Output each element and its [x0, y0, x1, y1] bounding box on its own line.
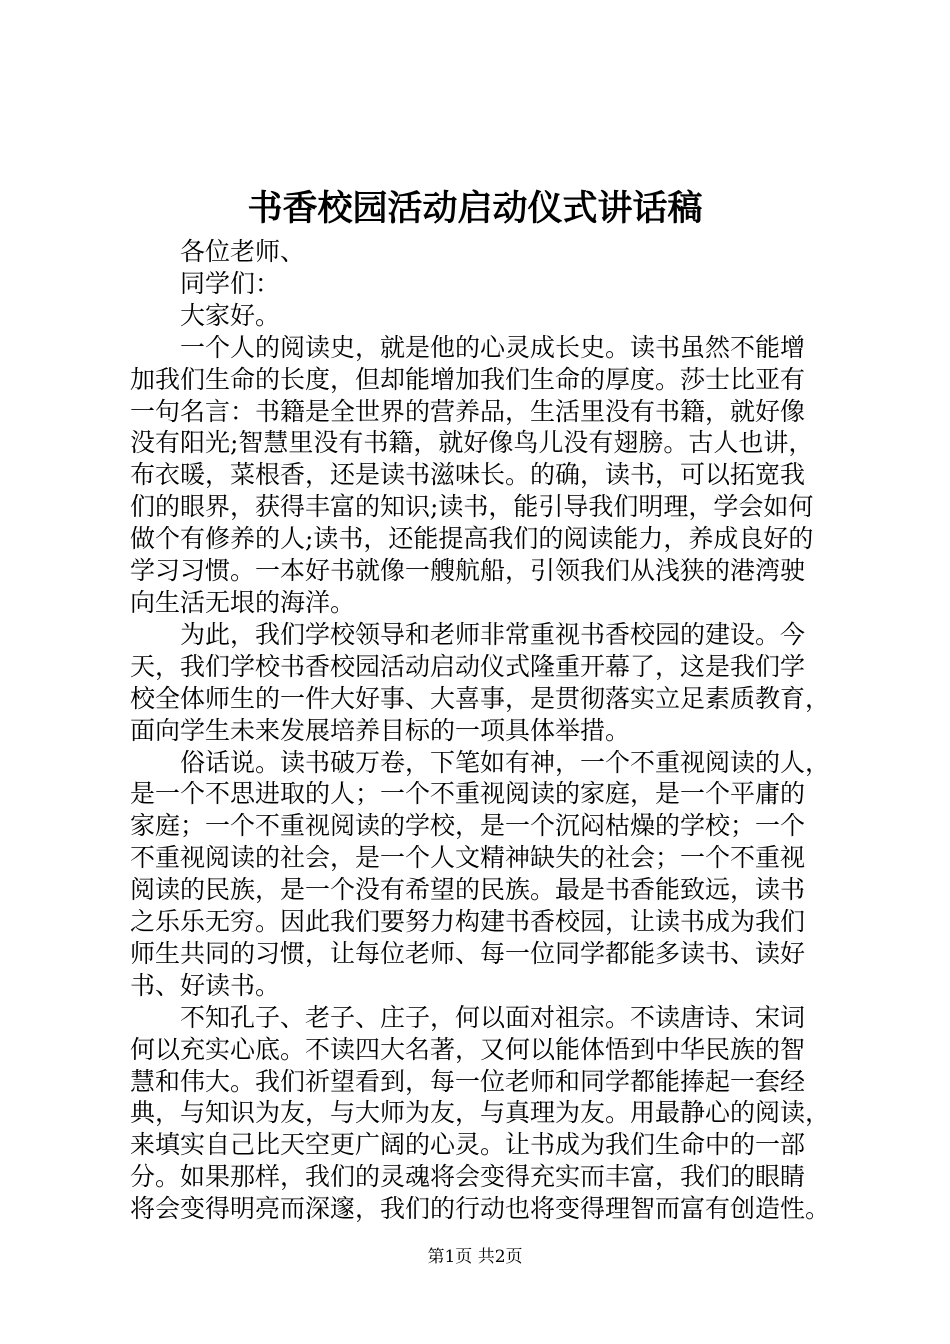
- paragraph-1-line: 加我们生命的长度，但却能增加我们生命的厚度。莎士比亚有: [130, 364, 806, 394]
- paragraph-3-line: 师生共同的习惯，让每位老师、每一位同学都能多读书、读好: [130, 938, 806, 968]
- greeting-line: 各位老师、: [180, 237, 306, 266]
- paragraph-1-line: 们的眼界，获得丰富的知识;读书，能引导我们明理，学会如何: [130, 492, 814, 522]
- paragraph-1-line: 一句名言：书籍是全世界的营养品，生活里没有书籍，就好像: [130, 396, 806, 426]
- paragraph-1-line: 做个有修养的人;读书，还能提高我们的阅读能力，养成良好的: [130, 524, 814, 554]
- paragraph-3-line: 不重视阅读的社会，是一个人文精神缺失的社会；一个不重视: [130, 843, 806, 873]
- paragraph-3-line: 家庭；一个不重视阅读的学校，是一个沉闷枯燥的学校；一个: [130, 811, 806, 841]
- paragraph-3-line: 是一个不思进取的人；一个不重视阅读的家庭，是一个平庸的: [130, 779, 806, 809]
- greeting-line: 大家好。: [180, 300, 281, 330]
- paragraph-4-line: 不知孔子、老子、庄子，何以面对祖宗。不读唐诗、宋词: [180, 1002, 806, 1032]
- paragraph-1-line: 布衣暖，菜根香，还是读书滋味长。的确，读书，可以拓宽我: [130, 460, 806, 490]
- greeting-line: 同学们：: [180, 268, 281, 298]
- paragraph-2-line: 天，我们学校书香校园活动启动仪式隆重开幕了，这是我们学: [130, 651, 806, 681]
- paragraph-1-line: 没有阳光;智慧里没有书籍，就好像鸟儿没有翅膀。古人也讲，: [130, 428, 814, 458]
- document-body: [130, 236, 830, 1225]
- paragraph-3-line: 阅读的民族，是一个没有希望的民族。最是书香能致远，读书: [130, 875, 806, 905]
- paragraph-1-line: 学习习惯。一本好书就像一艘航船，引领我们从浅狭的港湾驶: [130, 556, 806, 586]
- paragraph-3-line: 俗话说。读书破万卷，下笔如有神，一个不重视阅读的人，: [180, 747, 831, 777]
- page-footer: 第1页 共2页: [427, 1247, 523, 1267]
- paragraph-2-line: 校全体师生的一件大好事、大喜事，是贯彻落实立足素质教育，: [130, 683, 831, 713]
- paragraph-3-line: 书、好读书。: [130, 970, 281, 1000]
- paragraph-4-line: 分。如果那样，我们的灵魂将会变得充实而丰富，我们的眼睛: [130, 1162, 806, 1192]
- paragraph-4-line: 将会变得明亮而深邃，我们的行动也将变得理智而富有创造性。: [130, 1194, 831, 1224]
- paragraph-3-line: 之乐乐无穷。因此我们要努力构建书香校园，让读书成为我们: [130, 907, 806, 937]
- paragraph-2-line: 为此，我们学校领导和老师非常重视书香校园的建设。今: [180, 619, 806, 649]
- document-title: 书香校园活动启动仪式讲话稿: [247, 188, 703, 229]
- paragraph-4-line: 来填实自己比天空更广阔的心灵。让书成为我们生命中的一部: [130, 1130, 806, 1160]
- paragraph-1-line: 向生活无垠的海洋。: [130, 587, 356, 617]
- paragraph-1-line: 一个人的阅读史，就是他的心灵成长史。读书虽然不能增: [180, 332, 806, 362]
- paragraph-4-line: 慧和伟大。我们祈望看到，每一位老师和同学都能捧起一套经: [130, 1066, 806, 1096]
- paragraph-4-line: 典，与知识为友，与大师为友，与真理为友。用最静心的阅读，: [130, 1098, 831, 1128]
- paragraph-2-line: 面向学生未来发展培养目标的一项具体举措。: [130, 715, 631, 745]
- paragraph-4-line: 何以充实心底。不读四大名著，又何以能体悟到中华民族的智: [130, 1034, 806, 1064]
